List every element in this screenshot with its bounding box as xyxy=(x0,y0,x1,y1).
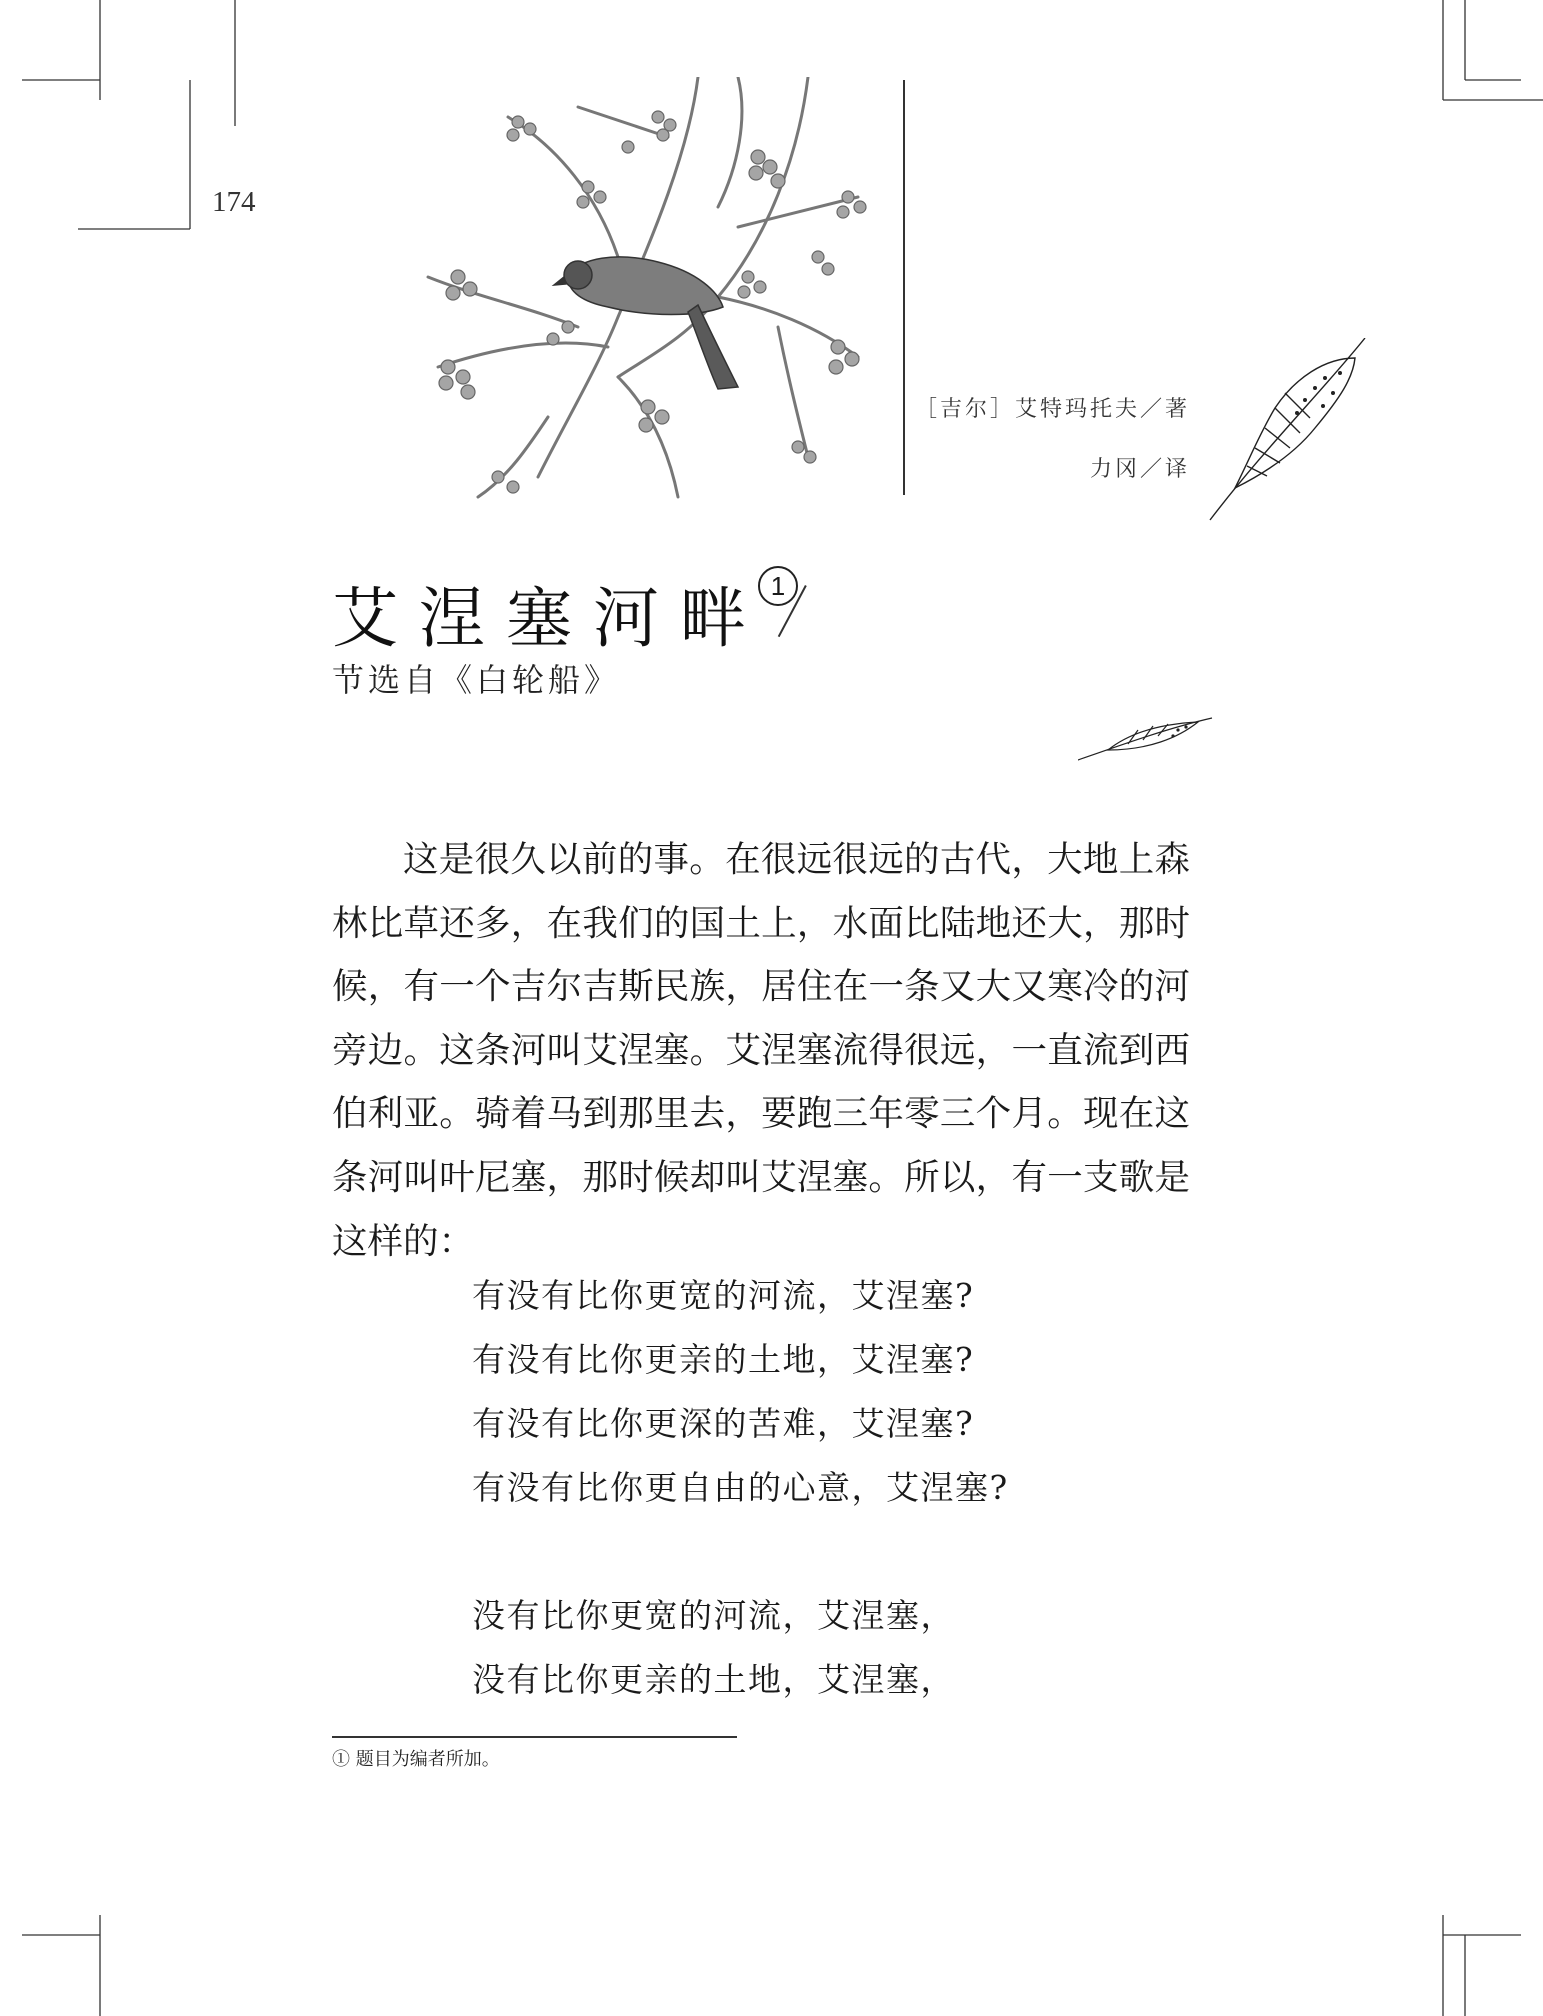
body-text xyxy=(332,828,1190,1273)
page-number: 174 xyxy=(212,186,256,218)
paragraph: 这是很久以前的事。在很远很远的古代，大地上森林比草还多，在我们的国土上，水面比陆地还大，那时候，有一个吉尔吉斯民族，居住在一条又大又寒冷的河旁边。这条河叫艾涅塞。艾涅塞流得很远，一直流到西伯利亚。骑着马到那里去，要跑三年零三个月。现在这条河叫叶尼塞，那时候却叫艾涅塞。所以，有一支歌是这样的： xyxy=(332,839,1190,1262)
author-credit: ［吉尔］艾特玛托夫／著 xyxy=(914,397,1190,422)
article-title: 艾涅塞河畔 xyxy=(332,580,767,657)
poem-line: 有没有比你更自由的心意，艾涅塞? xyxy=(472,1468,1009,1507)
bird-branch-illustration xyxy=(418,77,900,514)
translator-credit: 力冈／译 xyxy=(1089,457,1190,482)
poem-line: 有没有比你更亲的土地，艾涅塞? xyxy=(472,1340,975,1379)
poem-stanza-2 xyxy=(472,1584,955,1712)
footnote: ① 题目为编者所加。 xyxy=(332,1749,500,1770)
poem-line: 有没有比你更宽的河流，艾涅塞? xyxy=(472,1276,975,1315)
bird xyxy=(554,257,738,389)
byline-divider xyxy=(903,80,905,495)
article-subtitle: 节选自《白轮船》 xyxy=(332,661,621,699)
poem-stanza-1 xyxy=(472,1264,1009,1520)
poem-line: 没有比你更亲的土地，艾涅塞， xyxy=(472,1660,955,1699)
feather-icon xyxy=(1205,338,1375,523)
poem-line: 有没有比你更深的苦难，艾涅塞? xyxy=(472,1404,975,1443)
footnote-divider xyxy=(332,1736,737,1738)
poem-line: 没有比你更宽的河流，艾涅塞， xyxy=(472,1596,955,1635)
small-feather-icon xyxy=(1078,716,1213,762)
footnote-marker: 1 xyxy=(758,566,798,606)
